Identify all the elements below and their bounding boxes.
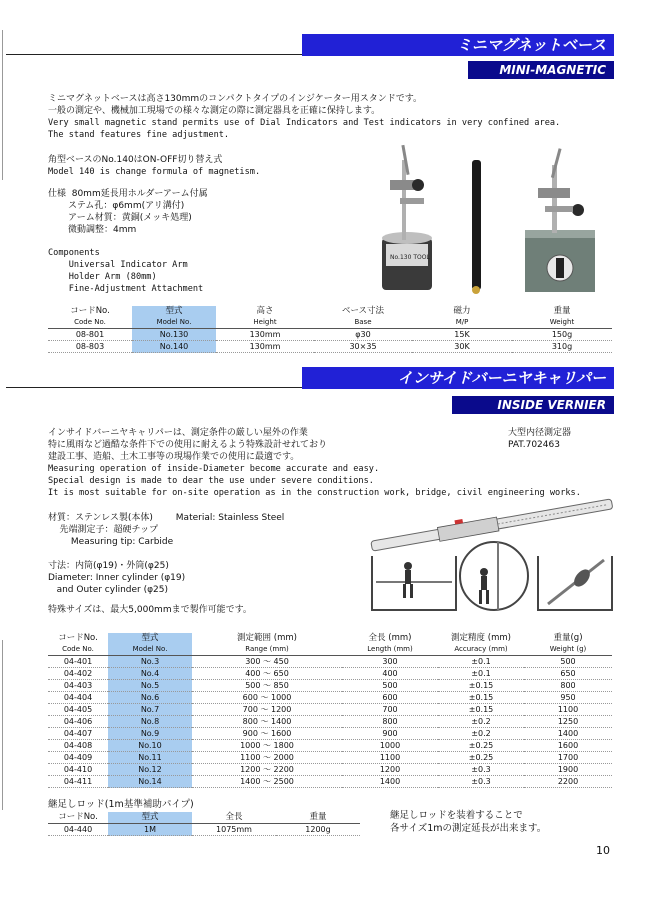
table-cell: 700 — [342, 704, 438, 716]
table-cell: 600 ～ 1000 — [192, 692, 342, 704]
table-row — [48, 776, 612, 788]
table-row — [48, 668, 612, 680]
usage-frame-box — [372, 556, 456, 610]
table-cell: 15K — [412, 329, 512, 341]
table-cell: 04-404 — [48, 692, 108, 704]
table-row — [48, 680, 612, 692]
usage-frame-circle — [460, 542, 528, 610]
table-cell: φ30 — [314, 329, 412, 341]
table-cell: 04-403 — [48, 680, 108, 692]
col-header: 磁力 — [453, 306, 471, 316]
table-cell: 130mm — [216, 341, 314, 353]
table-cell: ±0.3 — [438, 776, 524, 788]
table-cell: 150g — [512, 329, 612, 341]
section2-intro-2: 建設工事、造船、土木工事等の現場作業での使用に最適です。 — [48, 452, 300, 462]
section3-note-0: 継足しロッドを装着することで — [390, 810, 523, 821]
table-cell: 1200g — [276, 824, 360, 836]
col-header: 重量 — [276, 812, 360, 824]
caliper-spec-table — [48, 633, 612, 788]
table-cell: ±0.3 — [438, 764, 524, 776]
section1-intro-2: Very small magnetic stand permits use of Dial Indicators and Test indicators in very confined area. — [48, 118, 561, 128]
table-cell: 08-801 — [48, 329, 132, 341]
table-cell: No.11 — [108, 752, 192, 764]
table-cell: 600 — [342, 692, 438, 704]
col-header: 全長 — [192, 812, 276, 824]
section2-material-1: 先端測定子：超硬チップ — [48, 525, 159, 535]
table-cell: 500 — [524, 656, 612, 668]
table-header-row — [48, 812, 360, 824]
section1-switch-0: 角型ベースのNo.140はON-OFF切り替え式 — [48, 155, 223, 165]
col-header-en: Height — [216, 317, 314, 329]
table-cell: 400 ～ 650 — [192, 668, 342, 680]
table-cell: 04-401 — [48, 656, 108, 668]
col-header: 型式 — [108, 633, 192, 644]
col-header-en: Model No. — [108, 644, 192, 656]
table-cell: 1100 ～ 2000 — [192, 752, 342, 764]
table-cell: 900 ～ 1600 — [192, 728, 342, 740]
extension-rod-table — [48, 812, 360, 836]
col-header-en: Length (mm) — [342, 644, 438, 656]
table-cell: No.10 — [108, 740, 192, 752]
table-cell: No.14 — [108, 776, 192, 788]
table-cell: 04-406 — [48, 716, 108, 728]
holder-arm-rod — [472, 160, 481, 290]
section2-right-note-0: 大型内径測定器 — [508, 428, 572, 438]
table-cell: 04-440 — [48, 824, 108, 836]
table-cell: ±0.15 — [438, 692, 524, 704]
col-header: 測定範囲 (mm) — [237, 633, 297, 643]
table-cell: 08-803 — [48, 341, 132, 353]
section1-spec-1: ステム孔：φ6mm(アリ溝付) — [48, 201, 185, 211]
worker-figure-2 — [479, 568, 489, 604]
photo-label: No.130 TOOL — [390, 254, 430, 261]
section2-size-1: Diameter: Inner cylinder (φ19) — [48, 573, 186, 583]
table-row — [48, 728, 612, 740]
section2-size-2: and Outer cylinder (φ25) — [48, 585, 168, 595]
section1-spec-0: 仕様 80mm延長用ホルダーアーム付属 — [48, 189, 208, 199]
table-cell: No.8 — [108, 716, 192, 728]
section1-components-1: Universal Indicator Arm — [48, 260, 188, 270]
table-header-row — [48, 633, 612, 644]
margin-rule-top — [2, 30, 3, 180]
table-row — [48, 656, 612, 668]
section2-en-title: INSIDE VERNIER CALIPER — [452, 396, 614, 414]
col-header: コードNo. — [48, 812, 108, 824]
col-header: ベース寸法 — [341, 306, 385, 316]
section1-intro-1: 一般の測定や、機械加工現場での様々な測定の際に測定器具を正確に保持します。 — [48, 106, 381, 116]
col-header-en: Code No. — [48, 644, 108, 656]
table-cell: 04-409 — [48, 752, 108, 764]
table-cell: No.6 — [108, 692, 192, 704]
section1-jp-title: ミニマグネットベース — [302, 34, 614, 56]
caliper-bar-shape — [370, 496, 613, 553]
table-cell: 300 ～ 450 — [192, 656, 342, 668]
table-row — [48, 704, 612, 716]
table-cell: 700 ～ 1200 — [192, 704, 342, 716]
worker-figure-1 — [403, 562, 413, 598]
stand-spec-table — [48, 306, 612, 353]
table-cell: 1200 ～ 2200 — [192, 764, 342, 776]
table-cell: 1700 — [524, 752, 612, 764]
table-cell: No.130 — [132, 329, 216, 341]
table-cell: ±0.25 — [438, 740, 524, 752]
table-row — [48, 341, 612, 353]
table-cell: No.9 — [108, 728, 192, 740]
section2-intro-5: It is most suitable for on-site operation as in the construction work, bridge, civil engineering works. — [48, 488, 581, 498]
section1-intro-3: The stand features fine adjustment. — [48, 130, 230, 140]
col-header-en: Base — [314, 317, 412, 329]
col-header-en: Weight — [512, 317, 612, 329]
table-cell: 1000 — [342, 740, 438, 752]
table-cell: No.7 — [108, 704, 192, 716]
table-cell: No.12 — [108, 764, 192, 776]
table-row — [48, 740, 612, 752]
section1-components-3: Fine-Adjustment Attachment — [48, 284, 204, 294]
table-cell: 04-411 — [48, 776, 108, 788]
table-cell: 1M — [108, 824, 192, 836]
col-header-en: Accuracy (mm) — [438, 644, 524, 656]
col-header: コードNo. — [70, 306, 110, 316]
table-row — [48, 716, 612, 728]
col-header: 型式 — [108, 812, 192, 824]
section2-intro-3: Measuring operation of inside-Diameter become accurate and easy. — [48, 464, 380, 474]
table-cell: ±0.2 — [438, 728, 524, 740]
section3-note-1: 各サイズ1mの測定延長が出来ます。 — [390, 823, 547, 834]
table-cell: ±0.2 — [438, 716, 524, 728]
table-cell: 1400 — [524, 728, 612, 740]
table-cell: 1100 — [342, 752, 438, 764]
table-cell: 04-407 — [48, 728, 108, 740]
section1-components-2: Holder Arm (80mm) — [48, 272, 157, 282]
table-cell: 900 — [342, 728, 438, 740]
section1-spec-3: 微動調整：4mm — [48, 225, 137, 235]
table-cell: 1900 — [524, 764, 612, 776]
col-header-en: Model No. — [132, 317, 216, 329]
table-cell: No.3 — [108, 656, 192, 668]
col-header-en: Range (mm) — [192, 644, 342, 656]
table-row — [48, 752, 612, 764]
table-cell: 800 — [524, 680, 612, 692]
section3-title: 継足しロッド(1m基準補助パイプ) — [48, 799, 194, 810]
table-cell: 1400 ～ 2500 — [192, 776, 342, 788]
magnetic-stands-photo — [360, 140, 616, 300]
section2-right-note-1: PAT.702463 — [508, 440, 560, 450]
table-cell: 1100 — [524, 704, 612, 716]
col-header: 重量(g) — [553, 633, 583, 643]
table-cell: ±0.1 — [438, 656, 524, 668]
table-cell: 1000 ～ 1800 — [192, 740, 342, 752]
section2-special-note: 特殊サイズは、最大5,000mmまで製作可能です。 — [48, 605, 252, 615]
section1-components-0: Components — [48, 248, 100, 258]
col-header: 測定精度 (mm) — [451, 633, 511, 643]
table-cell: 04-410 — [48, 764, 108, 776]
table-cell: 300 — [342, 656, 438, 668]
col-header: コードNo. — [58, 633, 98, 643]
table-cell: 30×35 — [314, 341, 412, 353]
col-header-en: M/P — [412, 317, 512, 329]
table-cell: 500 ～ 850 — [192, 680, 342, 692]
table-cell: 950 — [524, 692, 612, 704]
table-cell: ±0.25 — [438, 752, 524, 764]
table-row — [48, 824, 360, 836]
table-cell: 04-408 — [48, 740, 108, 752]
section2-intro-0: インサイドバーニヤキャリパーは、測定条件の厳しい屋外の作業 — [48, 428, 308, 438]
table-cell: 04-402 — [48, 668, 108, 680]
col-header-en: Weight (g) — [524, 644, 612, 656]
col-header: 重量 — [553, 306, 571, 316]
section1-en-title: MINI-MAGNETIC STANDS — [468, 61, 614, 79]
table-cell: 04-405 — [48, 704, 108, 716]
table-cell: No.5 — [108, 680, 192, 692]
table-cell: ±0.15 — [438, 680, 524, 692]
section1-switch-1: Model 140 is change formula of magnetism. — [48, 167, 261, 177]
table-cell: 650 — [524, 668, 612, 680]
col-header: 型式 — [132, 306, 216, 317]
section2-intro-1: 特に風雨など過酷な条件下での使用に耐えるよう特殊設計せれており — [48, 440, 328, 450]
table-cell: 1200 — [342, 764, 438, 776]
margin-rule-bottom — [2, 640, 3, 810]
table-cell: 30K — [412, 341, 512, 353]
col-header-en: Code No. — [48, 317, 132, 329]
table-cell: ±0.1 — [438, 668, 524, 680]
table-cell: No.4 — [108, 668, 192, 680]
section1-spec-2: アーム材質：黄銅(メッキ処理) — [48, 213, 192, 223]
table-cell: 130mm — [216, 329, 314, 341]
table-header-row — [48, 306, 612, 317]
table-header-row-en — [48, 644, 612, 656]
section2-material-2: Measuring tip: Carbide — [48, 537, 174, 547]
col-header: 高さ — [256, 306, 274, 316]
page-number: 10 — [596, 844, 610, 857]
section2-jp-title: インサイドバーニヤキャリパー — [302, 367, 614, 389]
table-header-row-en — [48, 317, 612, 329]
table-cell: 800 ～ 1400 — [192, 716, 342, 728]
table-cell: 1075mm — [192, 824, 276, 836]
table-cell: 400 — [342, 668, 438, 680]
caliper-illustration — [368, 496, 616, 616]
table-cell: 310g — [512, 341, 612, 353]
table-cell: 1250 — [524, 716, 612, 728]
table-cell: ±0.15 — [438, 704, 524, 716]
table-row — [48, 692, 612, 704]
table-cell: 800 — [342, 716, 438, 728]
table-cell: 500 — [342, 680, 438, 692]
col-header: 全長 (mm) — [368, 633, 412, 643]
section2-intro-4: Special design is made to dear the use under severe conditions. — [48, 476, 374, 486]
section2-size-0: 寸法：内筒(φ19)・外筒(φ25) — [48, 561, 169, 571]
table-cell: 1400 — [342, 776, 438, 788]
table-row — [48, 764, 612, 776]
table-cell: 2200 — [524, 776, 612, 788]
table-row — [48, 329, 612, 341]
section1-intro-0: ミニマグネットベースは高さ130mmのコンパクトタイプのインジケーター用スタンドです。 — [48, 94, 422, 104]
section2-material-0: 材質：ステンレス製(本体) Material: Stainless Steel — [48, 513, 285, 523]
table-cell: No.140 — [132, 341, 216, 353]
table-cell: 1600 — [524, 740, 612, 752]
